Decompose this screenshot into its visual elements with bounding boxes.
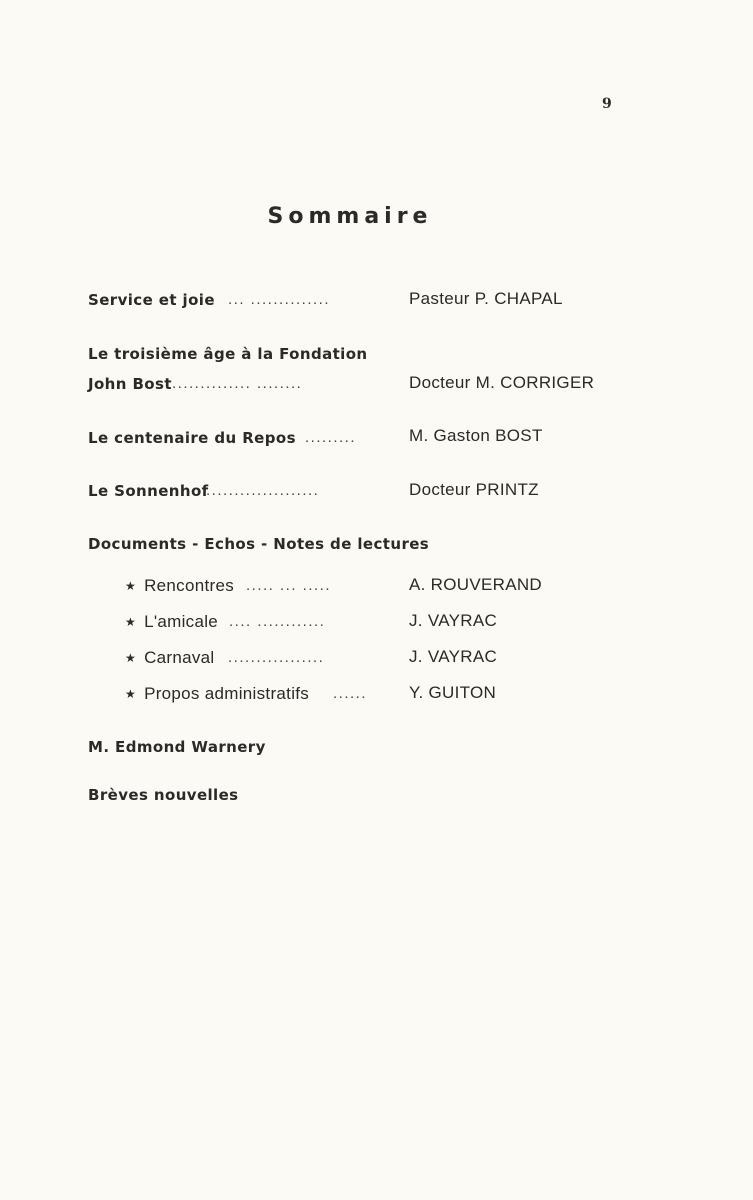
section-heading: Documents - Echos - Notes de lectures (88, 535, 430, 553)
section-item-title: Rencontres (144, 576, 234, 595)
section-item-title: Carnaval (144, 648, 215, 667)
toc-entry-author: Pasteur P. CHAPAL (409, 289, 563, 308)
section-item-author: A. ROUVERAND (409, 575, 543, 594)
toc-entry-title: Le Sonnenhof (88, 482, 209, 500)
section-item-author: J. VAYRAC (409, 611, 498, 630)
toc-leader-dots: ................. (228, 649, 325, 666)
section-item-author: J. VAYRAC (409, 647, 498, 666)
star-icon: ★ (125, 579, 137, 593)
toc-leader-dots: ..... ... ..... (246, 577, 332, 594)
toc-leader-dots: ...... (333, 685, 368, 702)
toc-entry-title: Brèves nouvelles (88, 786, 239, 804)
section-item (125, 648, 215, 668)
toc-entry-author: M. Gaston BOST (409, 426, 543, 445)
toc-entry-author: Docteur PRINTZ (409, 480, 539, 499)
toc-entry-title-line1: Le troisième âge à la Fondation (88, 345, 368, 363)
star-icon: ★ (125, 687, 137, 701)
toc-entry-title: Service et joie (88, 291, 215, 309)
toc-leader-dots: ... .............. (228, 291, 331, 308)
toc-leader-dots: .... ............ (229, 613, 326, 630)
toc-entry-title: John Bost (88, 375, 172, 393)
star-icon: ★ (125, 615, 137, 629)
toc-entry-author: Docteur M. CORRIGER (409, 373, 595, 392)
page-title: Sommaire (267, 204, 433, 229)
toc-leader-dots: .................... (206, 482, 320, 499)
toc-leader-dots: ......... (305, 429, 357, 446)
section-item-author: Y. GUITON (409, 683, 497, 702)
section-item-title: L'amicale (144, 612, 219, 631)
section-item-title: Propos administratifs (144, 684, 310, 703)
toc-entry-title: Le centenaire du Repos (88, 429, 296, 447)
page-number: 9 (602, 96, 612, 112)
section-item (125, 612, 218, 632)
toc-leader-dots: .............. ........ (172, 375, 303, 392)
section-item (125, 684, 309, 704)
star-icon: ★ (125, 651, 137, 665)
toc-entry-title: M. Edmond Warnery (88, 738, 266, 756)
section-item (125, 576, 234, 596)
